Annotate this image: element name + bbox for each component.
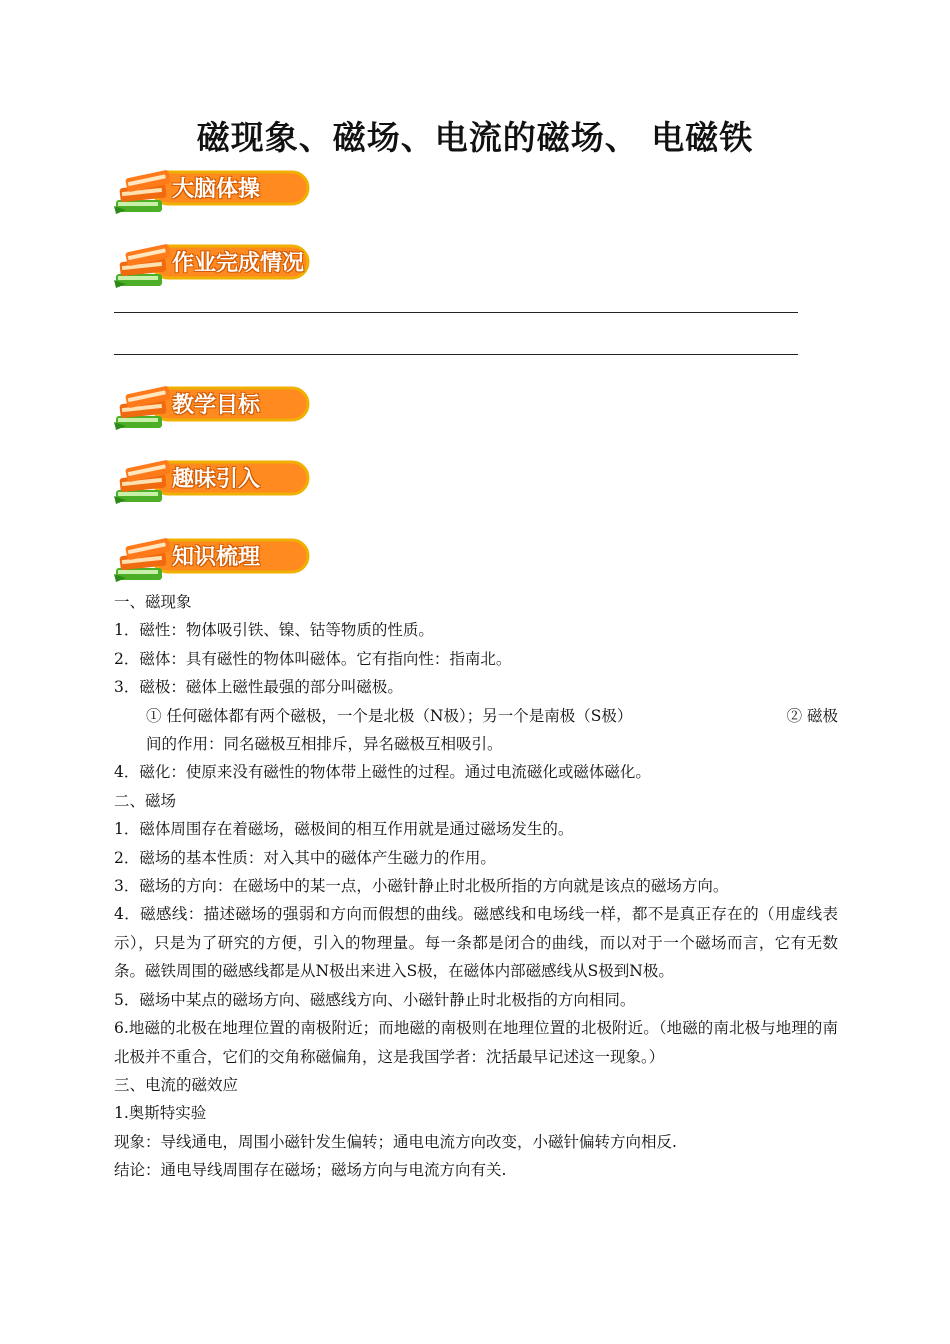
badge-label: 作业完成情况 — [172, 250, 305, 276]
badge-label: 大脑体操 — [172, 176, 261, 202]
list-item: 2．磁场的基本性质：对入其中的磁体产生磁力的作用。 — [114, 848, 496, 867]
list-item: 结论：通电导线周围存在磁场；磁场方向与电流方向有关. — [114, 1161, 507, 1180]
section-heading: 二、磁场 — [114, 791, 177, 810]
badge-label: 趣味引入 — [172, 466, 261, 492]
badge-teaching-goals — [112, 382, 312, 434]
list-item: 5．磁场中某点的磁场方向、磁感线方向、小磁针静止时北极指的方向相同。 — [114, 990, 636, 1009]
badge-knowledge-review — [112, 534, 312, 586]
badge-brain-exercise — [112, 166, 312, 218]
list-item: 4．磁感线：描述磁场的强弱和方向而假想的曲线。磁感线和电场线一样，都不是真正存在的（用虚线表示），只是为了研究的方便，引入的物理量。每一条都是闭合的曲线，而以对于一个磁场而言，它有无数条。磁铁周围的磁感线都是从N极出来进入S极，在磁体内部磁感线从S极到N极。 — [114, 905, 838, 981]
badge-label: 知识梳理 — [172, 544, 261, 570]
sub-item-b-start: ② 磁极 — [786, 706, 838, 725]
badge-homework-status — [112, 240, 312, 292]
list-item: 3．磁极：磁体上磁性最强的部分叫磁极。 — [114, 678, 403, 697]
list-item: 1．磁性：物体吸引铁、镍、钴等物质的性质。 — [114, 621, 434, 640]
sub-item-a: ① 任何磁体都有两个磁极，一个是北极（N极）；另一个是南极（S极） — [146, 706, 633, 725]
list-item: 现象：导线通电，周围小磁针发生偏转；通电电流方向改变，小磁针偏转方向相反. — [114, 1132, 677, 1151]
list-item: 1.奥斯特实验 — [114, 1104, 207, 1123]
answer-line — [114, 312, 798, 313]
list-item: 6.地磁的北极在地理位置的南极附近；而地磁的南极则在地理位置的北极附近。（地磁的南北极与地理的南北极并不重合，它们的交角称磁偏角，这是我国学者：沈括最早记述这一现象。） — [114, 1019, 838, 1066]
sub-item-b-end: 间的作用：同名磁极互相排斥，异名磁极互相吸引。 — [146, 735, 503, 754]
list-item: 1．磁体周围存在着磁场，磁极间的相互作用就是通过磁场发生的。 — [114, 820, 574, 839]
list-item: 2．磁体：具有磁性的物体叫磁体。它有指向性：指南北。 — [114, 649, 512, 668]
badge-label: 教学目标 — [172, 392, 261, 418]
list-item: 4．磁化：使原来没有磁性的物体带上磁性的过程。通过电流磁化或磁体磁化。 — [114, 763, 651, 782]
knowledge-content — [114, 588, 838, 1185]
list-item: 3．磁场的方向：在磁场中的某一点，小磁针静止时北极所指的方向就是该点的磁场方向。 — [114, 877, 729, 896]
badge-fun-intro — [112, 456, 312, 508]
section-heading: 三、电流的磁效应 — [114, 1075, 239, 1094]
section-heading: 一、磁现象 — [114, 593, 192, 611]
answer-line — [114, 354, 798, 355]
page-title: 磁现象、磁场、电流的磁场、 电磁铁 — [196, 118, 754, 157]
sub-item — [114, 702, 838, 730]
